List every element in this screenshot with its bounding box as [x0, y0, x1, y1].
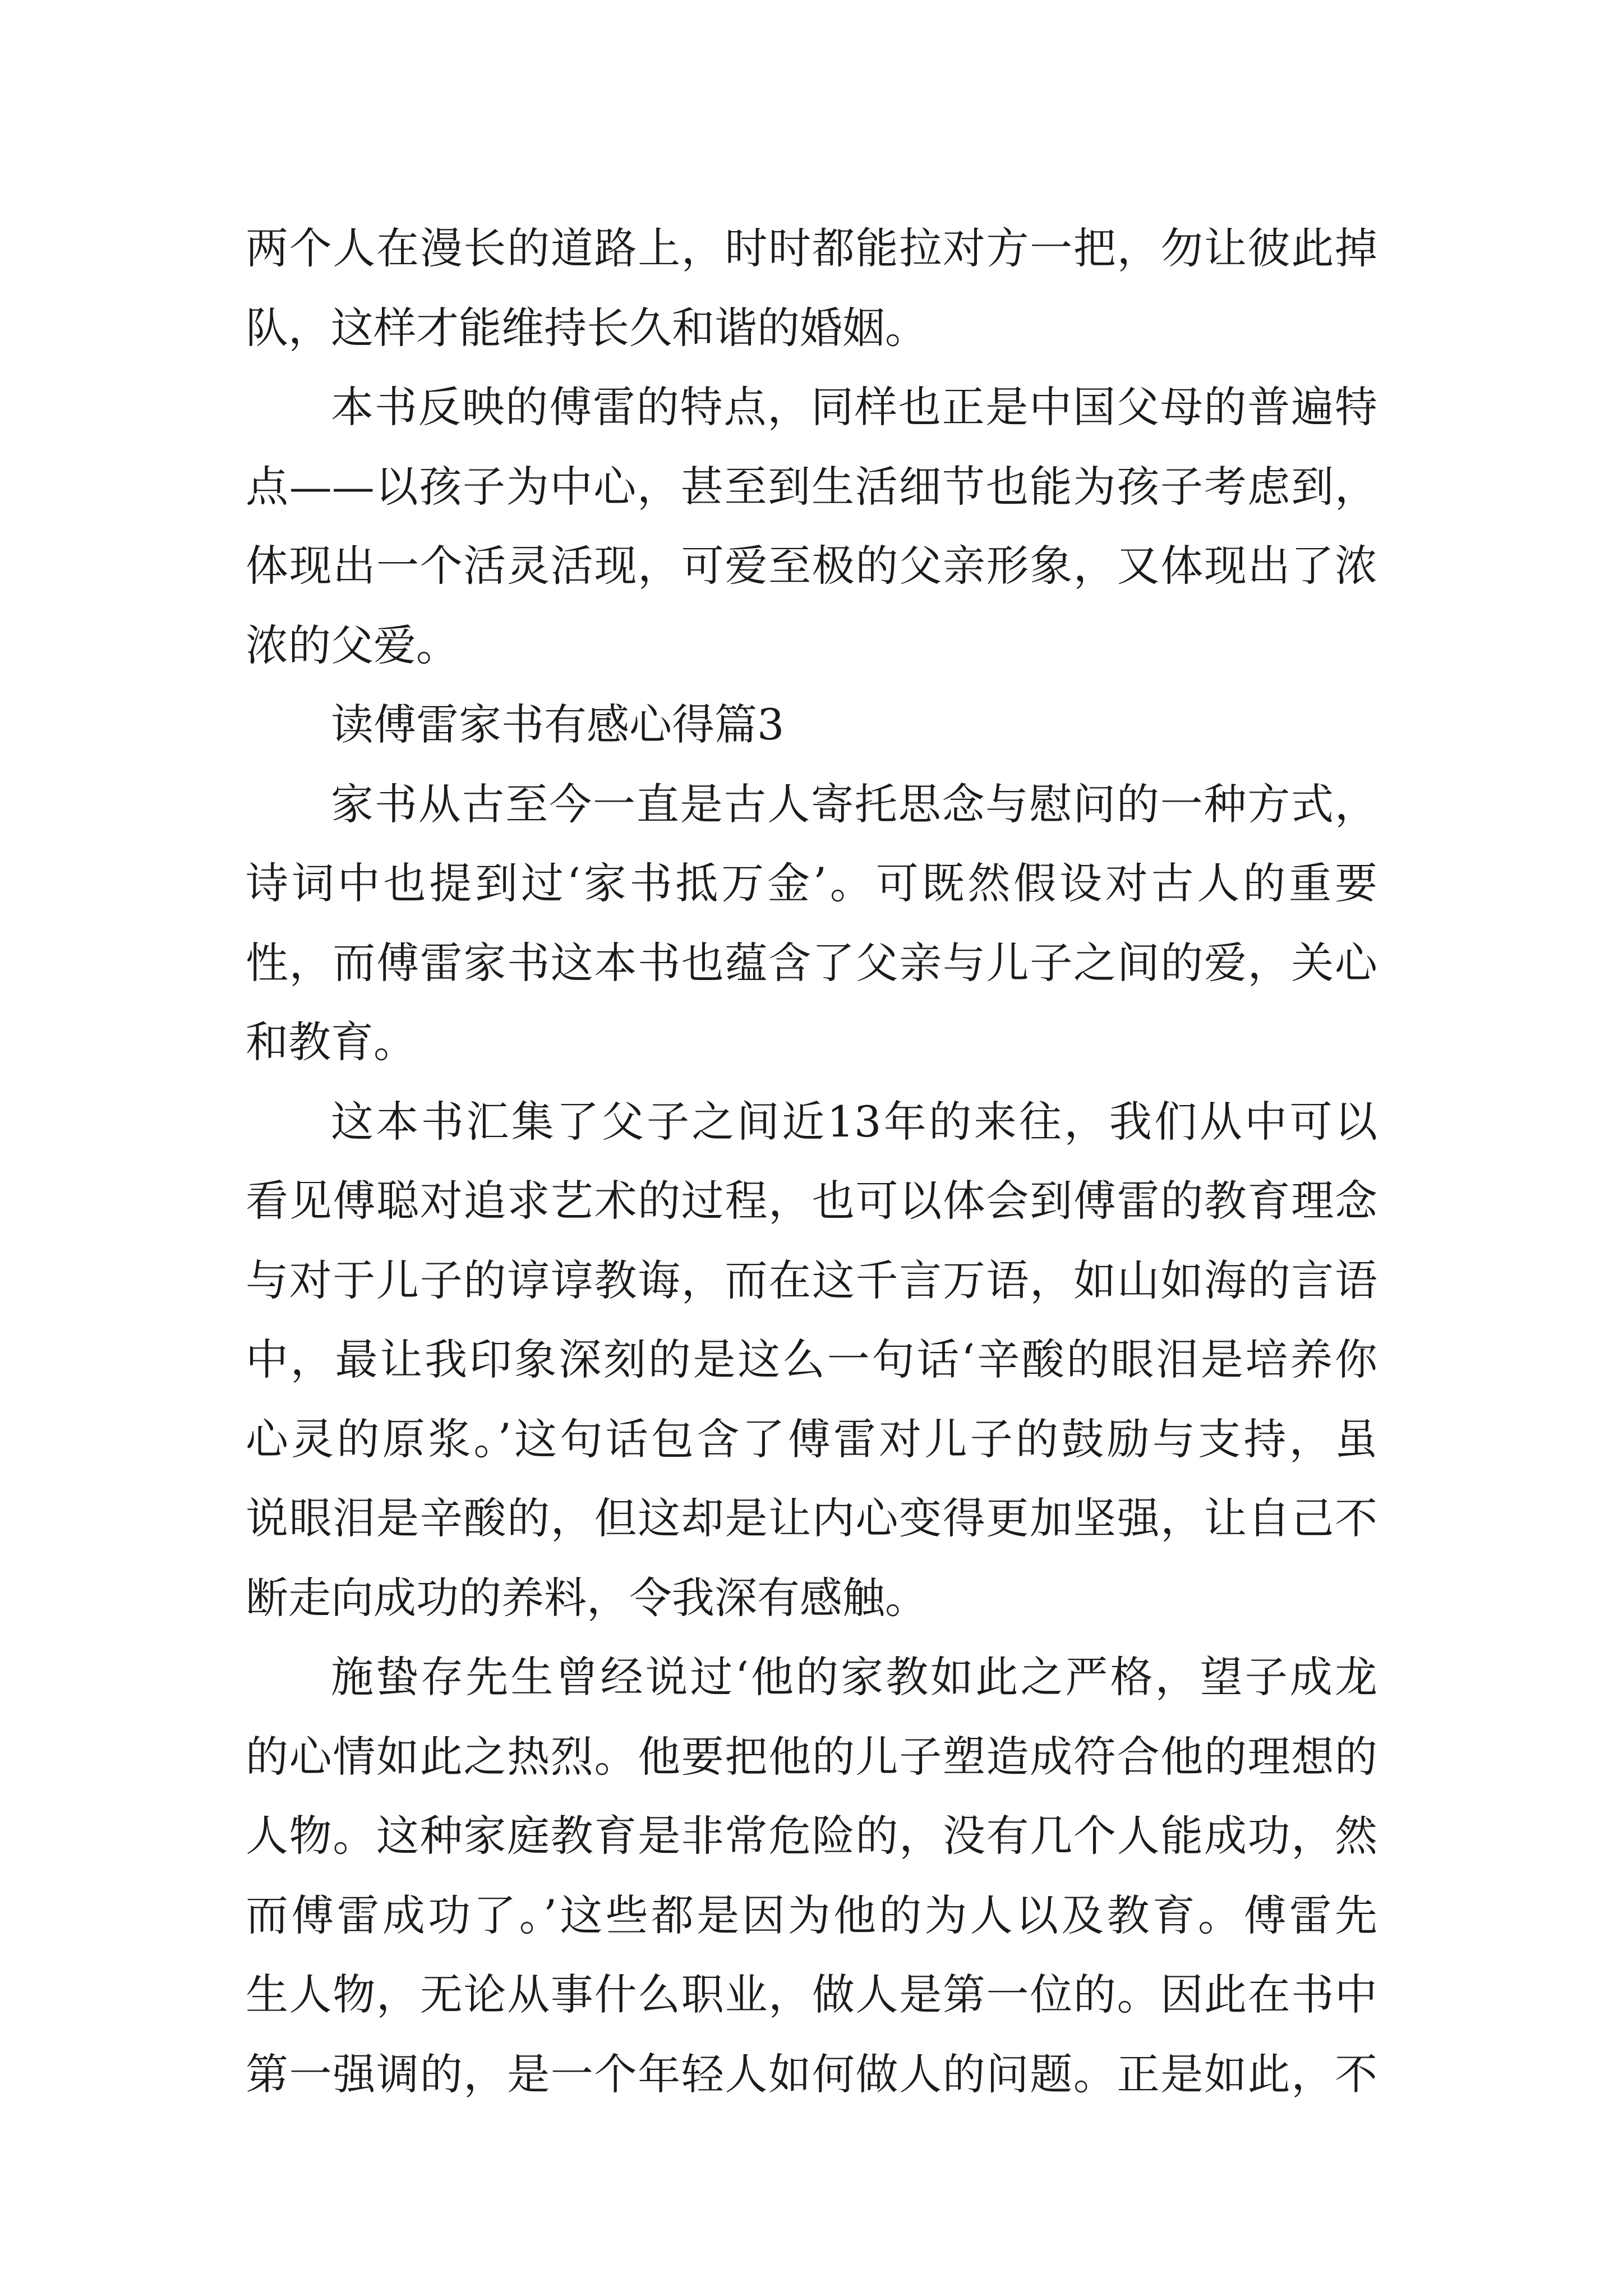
text-line: 中，最让我印象深刻的是这么一句话‘辛酸的眼泪是培养你: [246, 1335, 1377, 1384]
text-line: 看见傅聪对追求艺术的过程，也可以体会到傅雷的教育理念: [246, 1176, 1377, 1226]
section-heading: [246, 685, 1377, 765]
text-line: 性，而傅雷家书这本书也蕴含了父亲与儿子之间的爱，关心: [246, 937, 1377, 988]
text-line: 人物。这种家庭教育是非常危险的，没有几个人能成功，然: [246, 1811, 1377, 1861]
body-text: [246, 209, 1377, 2114]
text-line: 第一强调的，是一个年轻人如何做人的问题。正是如此，不: [246, 2049, 1377, 2099]
text-line: 和教育。: [246, 1017, 416, 1067]
text-line: 说眼泪是辛酸的，但这却是让内心变得更加坚强，让自己不: [246, 1493, 1377, 1543]
text-line: 诗词中也提到过‘家书抵万金’。可既然假设对古人的重要: [246, 858, 1377, 908]
text-line: 队，这样才能维持长久和谐的婚姻。: [246, 302, 928, 353]
paragraph-3: [246, 765, 1377, 1082]
text-line: 而傅雷成功了。’这些都是因为他的为人以及教育。傅雷先: [246, 1890, 1377, 1940]
text-line: 施蛰存先生曾经说过‘他的家教如此之严格，望子成龙: [331, 1652, 1377, 1702]
text-line: 的心情如此之热烈。他要把他的儿子塑造成符合他的理想的: [246, 1731, 1377, 1782]
paragraph-5: [246, 1637, 1377, 2114]
text-line: 家书从古至今一直是古人寄托思念与慰问的一种方式，: [331, 779, 1377, 829]
text-line: 心灵的原浆。’这句话包含了傅雷对儿子的鼓励与支持，虽: [246, 1414, 1377, 1464]
paragraph-4: [246, 1082, 1377, 1638]
text-line: 与对于儿子的谆谆教诲，而在这千言万语，如山如海的言语: [246, 1255, 1377, 1305]
text-line: 本书反映的傅雷的特点，同样也正是中国父母的普遍特: [331, 382, 1377, 432]
text-line: 这本书汇集了父子之间近13年的来往，我们从中可以: [331, 1096, 1377, 1147]
text-line: 断走向成功的养料，令我深有感触。: [246, 1572, 928, 1623]
text-line: 点——以孩子为中心，甚至到生活细节也能为孩子考虑到，: [246, 461, 1377, 512]
paragraph-1: [246, 209, 1377, 367]
text-line: 浓的父爱。: [246, 620, 459, 670]
paragraph-2: [246, 367, 1377, 685]
text-line: 生人物，无论从事什么职业，做人是第一位的。因此在书中: [246, 1970, 1377, 2019]
heading-line: 读傅雷家书有感心得篇3: [331, 700, 785, 749]
text-line: 体现出一个活灵活现，可爱至极的父亲形象，又体现出了浓: [246, 541, 1377, 591]
text-line: 两个人在漫长的道路上，时时都能拉对方一把，勿让彼此掉: [246, 223, 1377, 273]
